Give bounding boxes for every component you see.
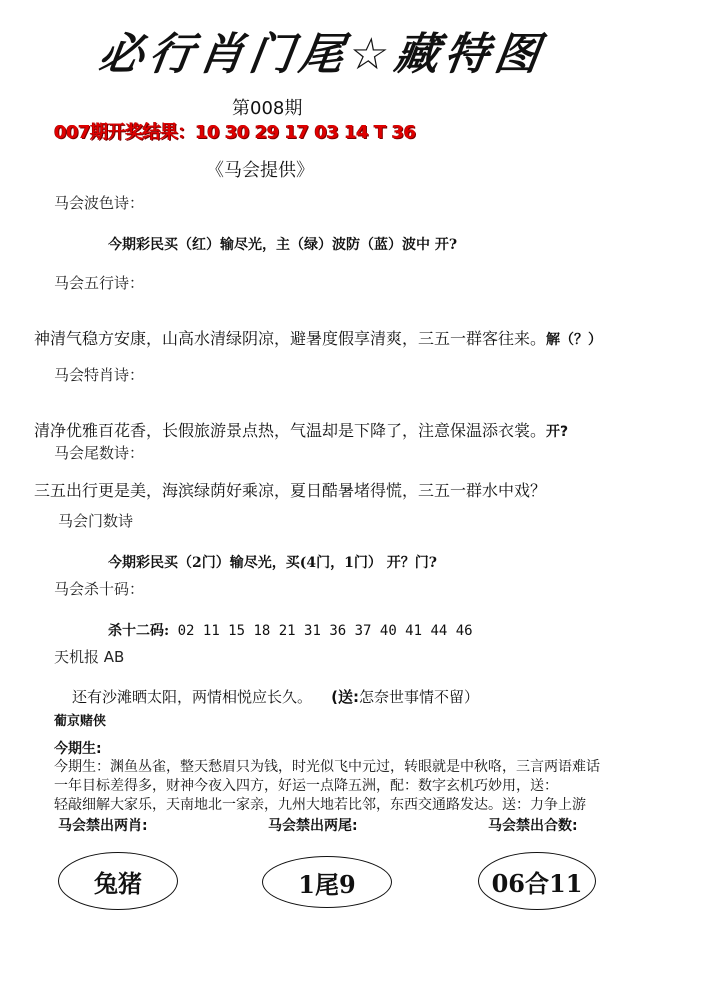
five-elements-poem (34, 326, 602, 349)
zodiac-poem-tail: 开? (546, 424, 569, 440)
draw-result: 007期开奖结果：10 30 29 17 03 14 T 36 (54, 122, 416, 143)
zodiac-poem-text: 清净优雅百花香，长假旅游景点热，气温却是下降了，注意保温添衣裳。 (34, 421, 547, 440)
page-title: 必行肖门尾☆藏特图 (95, 29, 549, 80)
wave-poem-label: 马会波色诗： (54, 194, 145, 212)
tail-poem-label: 马会尾数诗： (54, 444, 145, 462)
kill-numbers-values: 02 11 15 18 21 31 36 37 40 41 44 46 (177, 623, 473, 639)
ban-zodiac-ellipse (58, 852, 178, 910)
door-poem-line: 今期彩民买（2门）输尽光，买(4门，1门） 开？门? (108, 555, 437, 571)
five-elements-label: 马会五行诗： (54, 274, 145, 292)
tianji-send-label: (送: (331, 688, 359, 706)
tianji-label: 天机报 AB (54, 648, 125, 666)
pujing-label: 葡京赌侠 (54, 714, 107, 729)
jinqisheng-line-2: 一年目标差得多，财神今夜入四方，好运一点降五洲，配：数字玄机巧妙用，送： (54, 778, 558, 794)
door-poem-label: 马会门数诗 (58, 512, 134, 530)
ban-sum-value: 06合11 (491, 868, 583, 898)
issue-number: 第008期 (232, 98, 303, 119)
ban-tail-ellipse (262, 856, 392, 908)
kill-numbers-line (108, 620, 473, 640)
ban-tail-label: 马会禁出两尾: (268, 818, 358, 834)
ban-tail-value: 1尾9 (298, 869, 356, 899)
jinqisheng-line-1: 今期生：渊鱼丛雀，整天愁眉只为钱，时光似飞中元过，转眼就是中秋咯，三言两语难话 (54, 759, 600, 775)
zodiac-poem-label: 马会特肖诗： (54, 366, 145, 384)
provider-label: 《马会提供》 (206, 160, 314, 181)
tianji-text: 还有沙滩晒太阳，两情相悦应长久。 (72, 688, 313, 706)
ban-sum-label: 马会禁出合数: (488, 818, 578, 834)
ban-zodiac-value: 兔猪 (94, 868, 142, 898)
ban-sum-ellipse (478, 852, 596, 910)
five-elements-poem-tail: 解（？） (546, 332, 603, 348)
tianji-send-text: 怎奈世事情不留） (358, 688, 479, 706)
kill-numbers-label: 马会杀十码： (54, 580, 145, 598)
zodiac-poem (34, 418, 568, 441)
wave-poem-line: 今期彩民买（红）输尽光，主（绿）波防（蓝）波中 开? (108, 237, 458, 253)
jinqisheng-line-3: 轻敲细解大家乐，天南地北一家亲，九州大地若比邻，东西交通路发达。送：力争上游 (54, 797, 586, 813)
tianji-line (72, 686, 479, 707)
five-elements-poem-text: 神清气稳方安康，山高水清绿阴凉，避暑度假享清爽，三五一群客往来。 (34, 329, 547, 348)
jinqisheng-label: 今期生: (54, 741, 102, 757)
tail-poem: 三五出行更是美，海滨绿荫好乘凉，夏日酷暑堵得慌，三五一群水中戏？ (34, 481, 547, 500)
ban-zodiac-label: 马会禁出两肖: (58, 818, 148, 834)
kill-numbers-prefix: 杀十二码: (108, 623, 170, 639)
